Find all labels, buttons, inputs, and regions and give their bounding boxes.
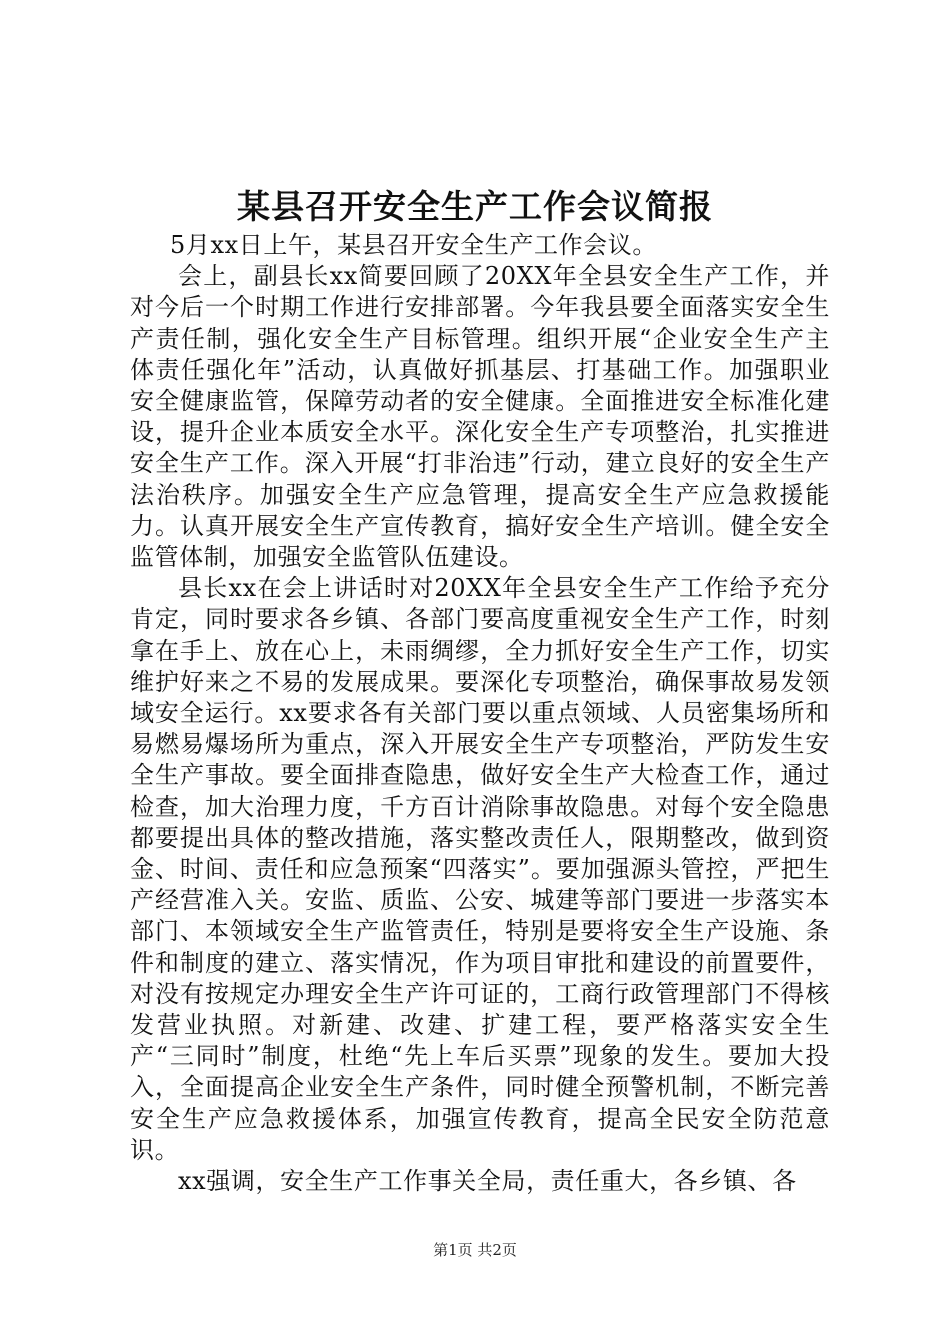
paragraph-2: 会上，副县长xx简要回顾了20XX年全县安全生产工作，并对今后一个时期工作进行安排部署。今年我县要全面落实安全生产责任制，强化安全生产目标管理。组织开展“企业安全生产主体责任强化年”活动，认真做好抓基层、打基础工作。加强职业安全健康监管，保障劳动者的安全健康。全面推进安全标准化建设，提升企业本质安全水平。深化安全生产专项整治，扎实推进安全生产工作。深入开展“打非治违”行动，建立良好的安全生产法治秩序。加强安全生产应急管理，提高安全生产应急救援能力。认真开展安全生产宣传教育，搞好安全生产培训。健全安全监管体制，加强安全监管队伍建设。	[130, 262, 830, 572]
page-footer: 第1页 共2页	[433, 1241, 517, 1259]
paragraph-4: xx强调，安全生产工作事关全局，责任重大，各乡镇、各	[178, 1167, 797, 1196]
paragraph-1: 5月xx日上午，某县召开安全生产工作会议。	[170, 231, 657, 259]
paragraph-3: 县长xx在会上讲话时对20XX年全县安全生产工作给予充分肯定，同时要求各乡镇、各部门要高度重视安全生产工作，时刻拿在手上、放在心上，未雨绸缪，全力抓好安全生产工作，切实维护好来之不易的发展成果。要深化专项整治，确保事故易发领域安全运行。xx要求各有关部门要以重点领域、人员密集场所和易燃易爆场所为重点，深入开展安全生产专项整治，严防发生安全生产事故。要全面排查隐患，做好安全生产大检查工作，通过检查，加大治理力度，千方百计消除事故隐患。对每个安全隐患都要提出具体的整改措施，落实整改责任人，限期整改，做到资金、时间、责任和应急预案“四落实”。要加强源头管控，严把生产经营准入关。安监、质监、公安、城建等部门要进一步落实本部门、本领域安全生产监管责任，特别是要将安全生产设施、条件和制度的建立、落实情况，作为项目审批和建设的前置要件，对没有按规定办理安全生产许可证的，工商行政管理部门不得核发营业执照。对新建、改建、扩建工程，要严格落实安全生产“三同时”制度，杜绝“先上车后买票”现象的发生。要加大投入，全面提高企业安全生产条件，同时健全预警机制，不断完善安全生产应急救援体系，加强宣传教育，提高全民安全防范意识。	[130, 574, 830, 1164]
document-title: 某县召开安全生产工作会议简报	[237, 187, 713, 226]
document-body	[130, 230, 830, 1197]
